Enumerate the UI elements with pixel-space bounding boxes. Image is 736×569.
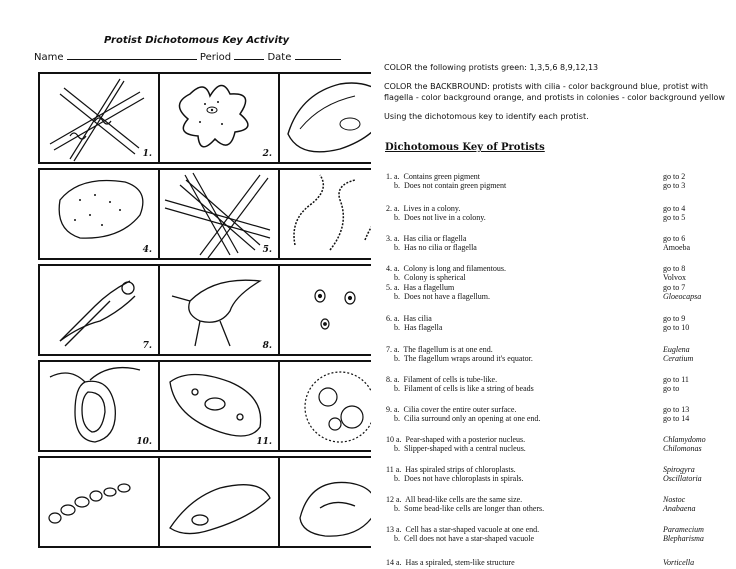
key-row-result: Blepharisma [663,534,704,543]
key-row-result: go to 6 [663,234,686,243]
cell-number: 8. [262,341,272,351]
protist-cell-6 [278,168,371,260]
volvox-colony-drawing [280,362,371,450]
cell-number: 1. [142,149,152,159]
protist-cell-1 [38,72,160,164]
amoeba-drawing [160,74,278,162]
key-row-text: b. Does not have chloroplasts in spirals. [386,474,524,483]
date-field[interactable] [295,50,341,60]
vorticella-drawing [40,266,158,354]
protist-drawing [280,458,371,546]
protist-cell-13 [38,456,160,548]
cell-number: 10. [136,437,152,447]
key-row-text: 11 a. Has spiraled strips of chloroplasts. [386,465,516,474]
key-row-result: Anabaena [663,504,696,513]
protist-cell-5 [158,168,280,260]
key-row-text: 10 a. Pear-shaped with a posterior nucleus. [386,435,526,444]
cell-number: 4. [142,245,152,255]
key-row-result: Chilomonas [663,444,702,453]
name-period-date-line [34,50,341,63]
key-row-text: b. Does not contain green pigment [386,181,507,190]
key-row-text: b. Cilia surround only an opening at one end. [386,414,541,423]
key-row-text: 5. a. Has a flagellum [386,283,455,292]
gloeocapsa-drawing [280,266,371,354]
key-row-text: b. Filament of cells is like a string of beads [386,384,534,393]
protist-cell-9 [278,264,371,356]
key-row-result: go to 9 [663,314,686,323]
key-row-result: Vorticella [663,558,695,567]
key-row-result: Spirogyra [663,465,695,474]
key-row-text: b. Has no cilia or flagella [386,243,477,252]
key-row-result: go to 5 [663,213,686,222]
instructions [384,62,736,130]
key-row-text: b. Does not live in a colony. [386,213,486,222]
key-row-result: Gloeocapsa [663,292,702,301]
key-row-text: b. Cell does not have a star-shaped vacuole [386,534,535,543]
key-row-text: 9. a. Cilia cover the entire outer surface. [386,405,517,414]
oscillatoria-filament-drawing [160,170,278,258]
key-heading: Dichotomous Key of Protists [385,142,545,153]
key-row-result: go to 4 [663,204,686,213]
key-row-result: go to [663,384,680,393]
key-row-text: 2. a. Lives in a colony. [386,204,461,213]
spirogyra-filament-drawing [40,74,158,162]
key-row-result: go to 11 [663,375,689,384]
key-row-text: b. Some bead-like cells are longer than others. [386,504,545,513]
protist-cell-11 [158,360,280,452]
key-row-text: 14 a. Has a spiraled, stem-like structure [386,558,515,567]
key-row-text: b. The flagellum wraps around it's equator. [386,354,533,363]
key-row-text: 6. a. Has cilia [386,314,432,323]
key-row-result: Amoeba [663,243,691,252]
protist-cell-8 [158,264,280,356]
period-field[interactable] [234,50,264,60]
protist-cell-10 [38,360,160,452]
key-row-result: go to 7 [663,283,686,292]
cell-number: 11. [256,437,272,447]
key-row-text: b. Slipper-shaped with a central nucleus. [386,444,526,453]
nostoc-beads-drawing [40,458,158,546]
key-row-result: Ceratium [663,354,694,363]
euglena-drawing [160,458,278,546]
name-label: Name [34,52,64,63]
key-row-result: Euglena [663,345,690,354]
protist-cell-3 [278,72,371,164]
key-row-text: b. Colony is spherical [386,273,466,282]
key-row-text: 13 a. Cell has a star-shaped vacuole at one end. [386,525,540,534]
ceratium-drawing [160,266,278,354]
protist-cell-4 [38,168,160,260]
bead-filament-drawing [280,170,371,258]
protist-image-grid [36,68,371,569]
key-row-result: Chlamydomo [663,435,706,444]
period-label: Period [199,52,232,63]
key-row-text: 1. a. Contains green pigment [386,172,480,181]
key-row-result: go to 14 [663,414,690,423]
cell-number: 5. [262,245,272,255]
key-row-result: go to 13 [663,405,690,414]
key-row-text: 4. a. Colony is long and filamentous. [386,264,506,273]
key-row-result: go to 2 [663,172,686,181]
key-row-result: go to 8 [663,264,686,273]
protist-cell-2 [158,72,280,164]
key-row-result: Oscillatoria [663,474,702,483]
protist-cell-15 [278,456,371,548]
key-row-text: b. Does not have a flagellum. [386,292,490,301]
instruction-color-green: COLOR the following protists green: 1,3,5,6 8,9,12,13 [384,63,599,72]
key-row-text: b. Has flagella [386,323,443,332]
cell-number: 7. [142,341,152,351]
key-row-result: Nostoc [663,495,686,504]
protist-cell-14 [158,456,280,548]
key-row-result: Volvox [663,273,686,282]
name-field[interactable] [67,50,197,60]
blepharisma-drawing [280,74,371,162]
key-row-text: 7. a. The flagellum is at one end. [386,345,493,354]
protist-cell-12 [278,360,371,452]
key-row-result: go to 3 [663,181,686,190]
paramecium-drawing [40,170,158,258]
protist-cell-7 [38,264,160,356]
key-row-text: 12 a. All bead-like cells are the same size. [386,495,523,504]
key-row-text: 3. a. Has cilia or flagella [386,234,467,243]
cell-number: 2. [262,149,272,159]
date-label: Date [267,52,292,63]
worksheet-title: Protist Dichotomous Key Activity [104,35,290,46]
key-row-result: go to 10 [663,323,690,332]
key-row-text: 8. a. Filament of cells is tube-like. [386,375,498,384]
instruction-use-key: Using the dichotomous key to identify each protist. [384,112,589,121]
key-row-result: Paramecium [663,525,704,534]
instruction-color-background: COLOR the BACKBROUND: protists with cilia - color background blue, protist with flagella - color background orange, and protists in colonies - color background yellow [384,82,725,102]
